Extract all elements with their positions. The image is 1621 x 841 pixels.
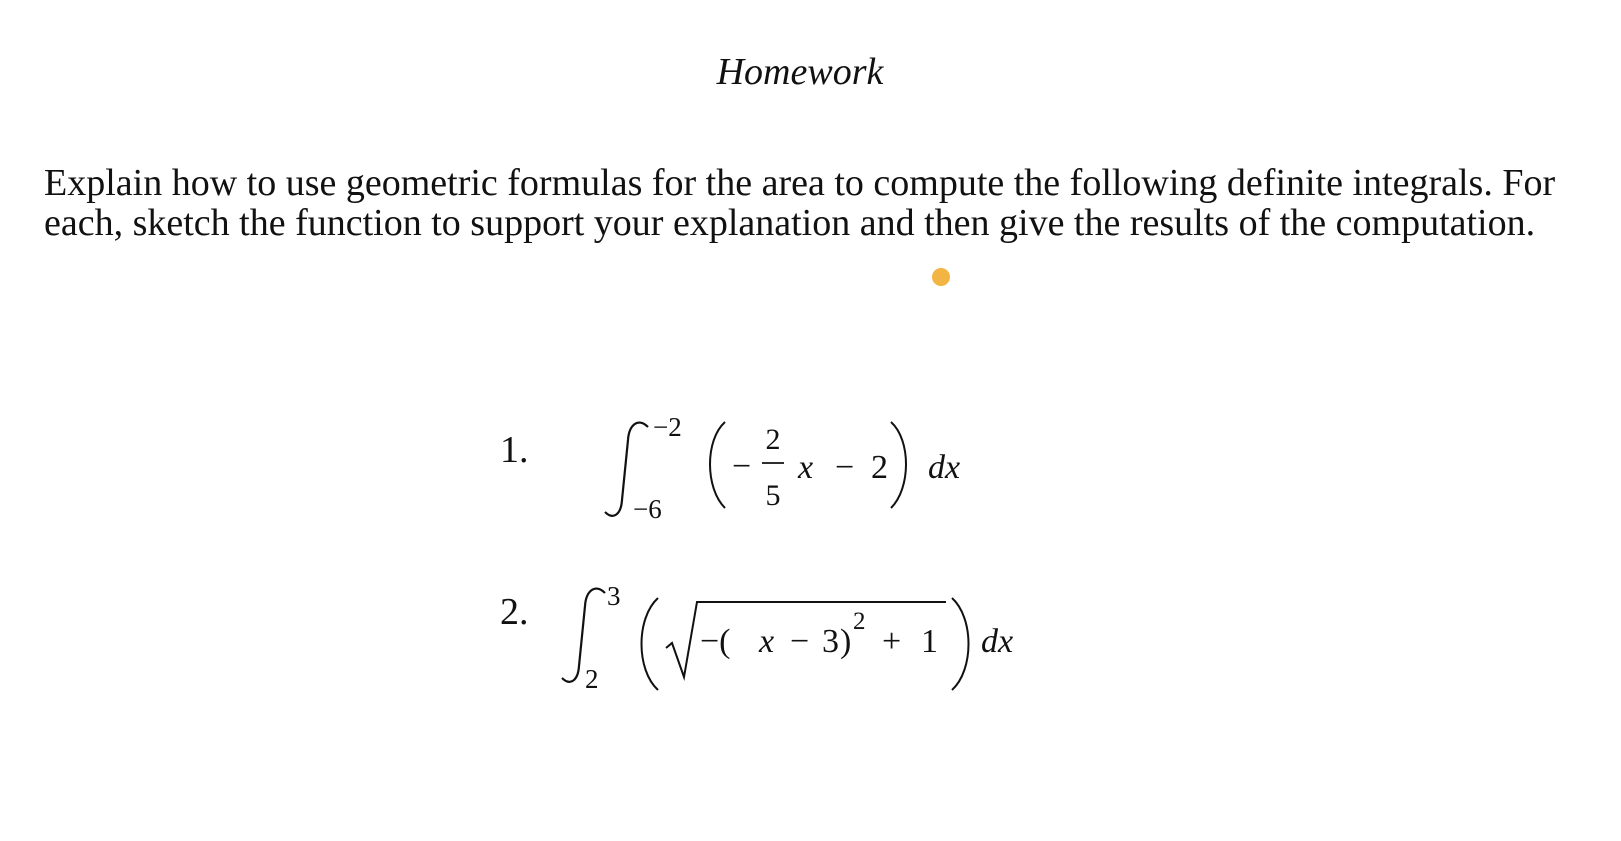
integral-sign (562, 589, 605, 682)
left-paren (642, 598, 659, 690)
variable-x: x (759, 623, 775, 660)
page-title: Homework (716, 51, 884, 93)
close-paren: ) (840, 623, 852, 660)
differential: dx (928, 449, 961, 486)
lower-limit: −6 (633, 494, 662, 524)
constant: 2 (871, 449, 888, 486)
radicand-prefix: −( (700, 623, 731, 660)
instructions-paragraph: Explain how to use geometric formulas for the area to compute the following definite integrals. For each, sketch the function to support your explanation and then give the results of the computation. (44, 162, 1556, 244)
exponent: 2 (853, 608, 866, 635)
upper-limit: −2 (653, 412, 682, 442)
problem-number: 2. (500, 591, 529, 633)
fraction-numerator: 2 (765, 423, 781, 456)
problem-number: 1. (500, 429, 529, 471)
variable-x: x (798, 449, 814, 486)
upper-limit: 3 (607, 581, 621, 611)
minus-operator: − (835, 449, 855, 486)
differential: dx (981, 623, 1014, 660)
minus-sign: − (732, 448, 752, 485)
lower-limit: 2 (585, 664, 599, 694)
fraction-denominator: 5 (765, 479, 781, 512)
inner-constant: 3 (822, 623, 839, 660)
minus-operator: − (790, 623, 810, 660)
right-paren (952, 598, 969, 690)
constant: 1 (921, 623, 938, 660)
plus-operator: + (882, 623, 902, 660)
